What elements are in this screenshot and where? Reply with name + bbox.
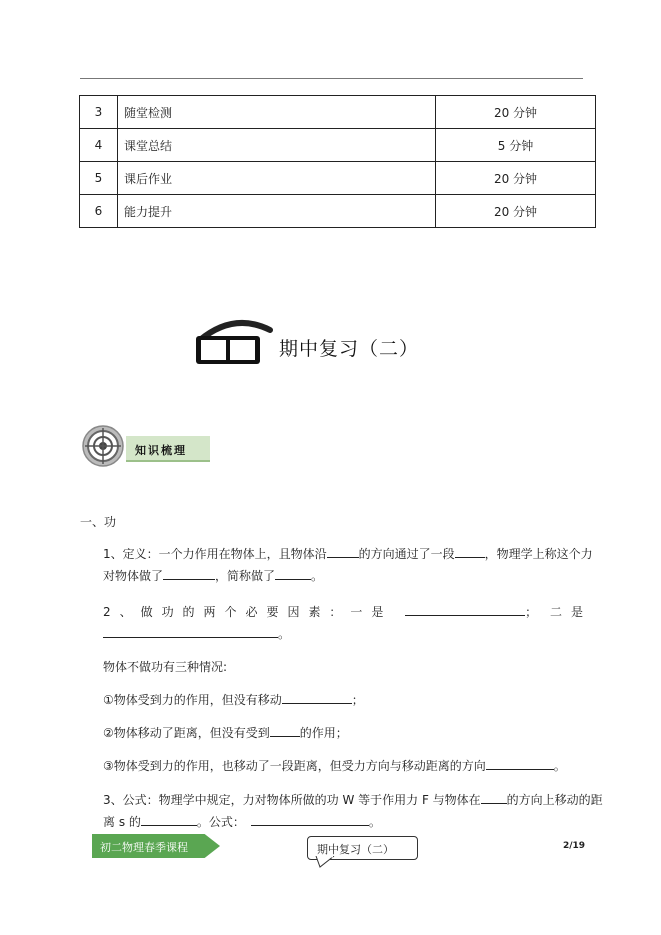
blank-case-1[interactable] xyxy=(282,692,352,704)
factors-line-2 xyxy=(103,625,290,642)
case2-end: 的作用； xyxy=(299,726,348,740)
target-icon xyxy=(81,424,125,468)
factors-line-1 xyxy=(103,603,583,620)
row-number: 3 xyxy=(80,96,118,129)
factors-text-a: 2、做功的两个必要因素：一是 xyxy=(103,605,393,619)
blank-factor-two[interactable] xyxy=(103,626,278,638)
section-heading: 一、功 xyxy=(80,515,117,529)
case-3 xyxy=(103,757,566,774)
case3-end: 。 xyxy=(553,759,566,773)
case1-end: ； xyxy=(351,693,364,707)
blank-case-3[interactable] xyxy=(486,758,554,770)
blank-factor-one[interactable] xyxy=(405,604,525,616)
page-title: 期中复习（二） xyxy=(279,338,420,360)
definition-line-1 xyxy=(103,545,593,562)
blank-direction[interactable] xyxy=(327,546,359,558)
table-row xyxy=(80,195,596,228)
row-item: 课后作业 xyxy=(118,162,436,195)
page-number: 2/19 xyxy=(563,841,586,851)
case3-text: ③物体受到力的作用，也移动了一段距离，但受力方向与移动距离的方向 xyxy=(103,759,486,773)
definition-text-b: 的方向通过了一段 xyxy=(358,547,455,561)
course-name: 初二物理春季课程 xyxy=(100,841,188,854)
knowledge-label: 知识梳理 xyxy=(135,444,187,457)
row-number: 4 xyxy=(80,129,118,162)
definition2-text-c: 。 xyxy=(311,569,324,583)
definition2-text-b: ，简称做了 xyxy=(215,569,276,583)
formula2-text-a: 离 s 的 xyxy=(103,815,141,829)
table-row xyxy=(80,162,596,195)
table-row xyxy=(80,96,596,129)
case-1 xyxy=(103,691,364,708)
blank-distance[interactable] xyxy=(455,546,485,558)
row-time: 5 分钟 xyxy=(436,129,596,162)
table-row xyxy=(80,129,596,162)
factors-text-b: ； xyxy=(525,605,538,619)
row-item: 能力提升 xyxy=(118,195,436,228)
case1-text: ①物体受到力的作用，但没有移动 xyxy=(103,693,282,707)
cases-intro: 物体不做功有三种情况: xyxy=(103,660,228,674)
row-item: 随堂检测 xyxy=(118,96,436,129)
definition2-text-a: 对物体做了 xyxy=(103,569,164,583)
formula2-text-c: 。 xyxy=(368,815,381,829)
formula-line-1 xyxy=(103,791,603,808)
definition-text-c: ，物理学上称这个力 xyxy=(484,547,593,561)
blank-formula[interactable] xyxy=(251,814,369,826)
row-time: 20 分钟 xyxy=(436,96,596,129)
case2-text: ②物体移动了距离，但没有受到 xyxy=(103,726,270,740)
chapter-name: 期中复习（二） xyxy=(317,843,394,856)
row-number: 5 xyxy=(80,162,118,195)
blank-case-2[interactable] xyxy=(270,725,300,737)
formula2-text-b: 。公式： xyxy=(196,815,245,829)
blank-work-done[interactable] xyxy=(163,568,215,580)
formula-line-2 xyxy=(103,813,381,830)
row-number: 6 xyxy=(80,195,118,228)
schedule-table xyxy=(79,95,596,228)
blank-product[interactable] xyxy=(141,814,197,826)
blank-work-short[interactable] xyxy=(275,568,311,580)
callout-tail xyxy=(314,856,342,868)
header-rule xyxy=(80,78,583,79)
blank-force-direction[interactable] xyxy=(481,792,507,804)
definition-text-a: 1、定义：一个力作用在物体上，且物体沿 xyxy=(103,547,327,561)
case-2 xyxy=(103,724,348,741)
open-book-icon xyxy=(194,318,274,368)
definition-line-2 xyxy=(103,567,323,584)
row-time: 20 分钟 xyxy=(436,195,596,228)
factors2-end: 。 xyxy=(278,627,291,641)
formula-text-a: 3、公式：物理学中规定，力对物体所做的功 W 等于作用力 F 与物体在 xyxy=(103,793,481,807)
factors-text-c: 二是 xyxy=(549,605,583,619)
row-time: 20 分钟 xyxy=(436,162,596,195)
formula-text-b: 的方向上移动的距 xyxy=(506,793,603,807)
row-item: 课堂总结 xyxy=(118,129,436,162)
